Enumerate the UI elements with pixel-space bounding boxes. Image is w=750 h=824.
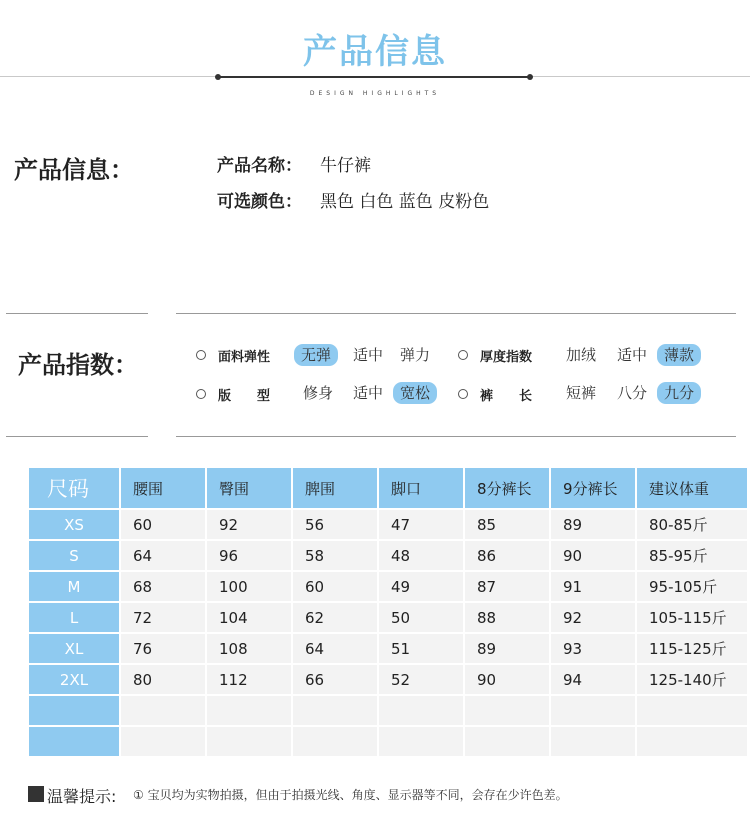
table-cell: 89 <box>551 510 635 539</box>
product-color-key: 可选颜色： <box>217 192 302 212</box>
fit-label: 版 型 <box>218 389 271 404</box>
separator-bottom-right <box>176 436 736 437</box>
table-cell: 93 <box>551 634 635 663</box>
index-section-label: 产品指数： <box>18 351 138 379</box>
table-cell: 105-115斤 <box>637 603 747 632</box>
header-dot-right <box>527 74 533 80</box>
product-name-value: 牛仔裤 <box>320 156 371 176</box>
size-cell: 2XL <box>29 665 119 694</box>
table-cell-empty <box>379 696 463 725</box>
bullet-icon <box>196 350 206 360</box>
table-header-cell: 臀围 <box>207 468 291 508</box>
table-cell: 48 <box>379 541 463 570</box>
thickness-option-medium: 适中 <box>617 346 648 364</box>
table-header-cell: 9分裤长 <box>551 468 635 508</box>
separator-top-right <box>176 313 736 314</box>
table-cell-empty <box>207 727 291 756</box>
table-cell: 115-125斤 <box>637 634 747 663</box>
table-cell: 91 <box>551 572 635 601</box>
table-cell: 92 <box>207 510 291 539</box>
table-header-cell: 尺码 <box>29 468 119 508</box>
size-cell-empty <box>29 727 119 756</box>
separator-bottom-left <box>6 436 148 437</box>
table-cell: 90 <box>551 541 635 570</box>
table-row <box>29 541 747 570</box>
footer-note: ① 宝贝均为实物拍摄，但由于拍摄光线、角度、显示器等不同，会存在少许色差。 <box>133 788 568 802</box>
table-row <box>29 510 747 539</box>
table-cell: 60 <box>121 510 205 539</box>
table-cell: 100 <box>207 572 291 601</box>
table-cell: 88 <box>465 603 549 632</box>
table-cell-empty <box>551 696 635 725</box>
page-subtitle: DESIGN HIGHLIGHTS <box>309 90 441 97</box>
page-title: 产品信息 <box>303 32 447 72</box>
table-cell: 66 <box>293 665 377 694</box>
table-cell: 108 <box>207 634 291 663</box>
table-cell: 52 <box>379 665 463 694</box>
product-name-key: 产品名称： <box>217 156 302 176</box>
table-cell: 85 <box>465 510 549 539</box>
table-cell-empty <box>551 727 635 756</box>
table-row-empty <box>29 696 747 725</box>
elasticity-option-none: 无弹 <box>294 344 338 366</box>
fit-option-slim: 修身 <box>303 384 334 402</box>
table-cell: 87 <box>465 572 549 601</box>
length-option-ninth: 九分 <box>657 382 701 404</box>
table-row <box>29 572 747 601</box>
product-color-value: 黑色 白色 蓝色 皮粉色 <box>320 192 490 212</box>
length-option-shorts: 短裤 <box>566 384 597 402</box>
table-cell: 56 <box>293 510 377 539</box>
table-cell-empty <box>637 727 747 756</box>
table-cell: 125-140斤 <box>637 665 747 694</box>
table-cell: 80-85斤 <box>637 510 747 539</box>
table-cell: 47 <box>379 510 463 539</box>
table-cell: 89 <box>465 634 549 663</box>
thickness-option-fleece: 加绒 <box>566 346 597 364</box>
table-cell: 96 <box>207 541 291 570</box>
table-cell: 50 <box>379 603 463 632</box>
table-cell: 104 <box>207 603 291 632</box>
table-cell: 80 <box>121 665 205 694</box>
table-cell: 58 <box>293 541 377 570</box>
table-cell: 112 <box>207 665 291 694</box>
table-row <box>29 634 747 663</box>
header-accent-line <box>218 76 530 78</box>
table-header-row <box>29 468 747 508</box>
size-cell: L <box>29 603 119 632</box>
size-cell: XL <box>29 634 119 663</box>
elasticity-option-stretch: 弹力 <box>400 346 431 364</box>
table-header-cell: 建议体重 <box>637 468 747 508</box>
length-label: 裤 长 <box>480 389 533 404</box>
square-bullet-icon <box>28 786 44 802</box>
elasticity-label: 面料弹性 <box>218 350 271 365</box>
length-option-cropped: 八分 <box>617 384 648 402</box>
size-cell-empty <box>29 696 119 725</box>
table-header-cell: 脚口 <box>379 468 463 508</box>
table-cell: 64 <box>293 634 377 663</box>
table-cell-empty <box>465 727 549 756</box>
table-row <box>29 603 747 632</box>
table-cell: 76 <box>121 634 205 663</box>
table-cell-empty <box>465 696 549 725</box>
table-cell-empty <box>379 727 463 756</box>
table-cell: 92 <box>551 603 635 632</box>
fit-option-medium: 适中 <box>353 384 384 402</box>
table-cell: 60 <box>293 572 377 601</box>
table-cell-empty <box>293 727 377 756</box>
table-cell-empty <box>293 696 377 725</box>
table-cell: 64 <box>121 541 205 570</box>
size-table <box>27 466 749 758</box>
table-cell: 68 <box>121 572 205 601</box>
size-cell: XS <box>29 510 119 539</box>
footer-title: 温馨提示: <box>47 787 117 806</box>
table-cell: 62 <box>293 603 377 632</box>
table-row-empty <box>29 727 747 756</box>
table-cell-empty <box>207 696 291 725</box>
elasticity-option-medium: 适中 <box>353 346 384 364</box>
size-cell: M <box>29 572 119 601</box>
info-section-label: 产品信息： <box>14 156 134 184</box>
thickness-option-thin: 薄款 <box>657 344 701 366</box>
table-cell: 51 <box>379 634 463 663</box>
table-cell: 94 <box>551 665 635 694</box>
table-header-cell: 8分裤长 <box>465 468 549 508</box>
table-cell: 86 <box>465 541 549 570</box>
table-cell-empty <box>121 727 205 756</box>
table-cell-empty <box>637 696 747 725</box>
table-cell: 95-105斤 <box>637 572 747 601</box>
separator-top-left <box>6 313 148 314</box>
table-cell: 85-95斤 <box>637 541 747 570</box>
bullet-icon <box>458 389 468 399</box>
bullet-icon <box>196 389 206 399</box>
size-cell: S <box>29 541 119 570</box>
table-row <box>29 665 747 694</box>
fit-option-loose: 宽松 <box>393 382 437 404</box>
table-header-cell: 脾围 <box>293 468 377 508</box>
table-cell: 49 <box>379 572 463 601</box>
table-cell-empty <box>121 696 205 725</box>
thickness-label: 厚度指数 <box>480 350 533 365</box>
header-dot-left <box>215 74 221 80</box>
table-cell: 72 <box>121 603 205 632</box>
table-header-cell: 腰围 <box>121 468 205 508</box>
bullet-icon <box>458 350 468 360</box>
table-cell: 90 <box>465 665 549 694</box>
